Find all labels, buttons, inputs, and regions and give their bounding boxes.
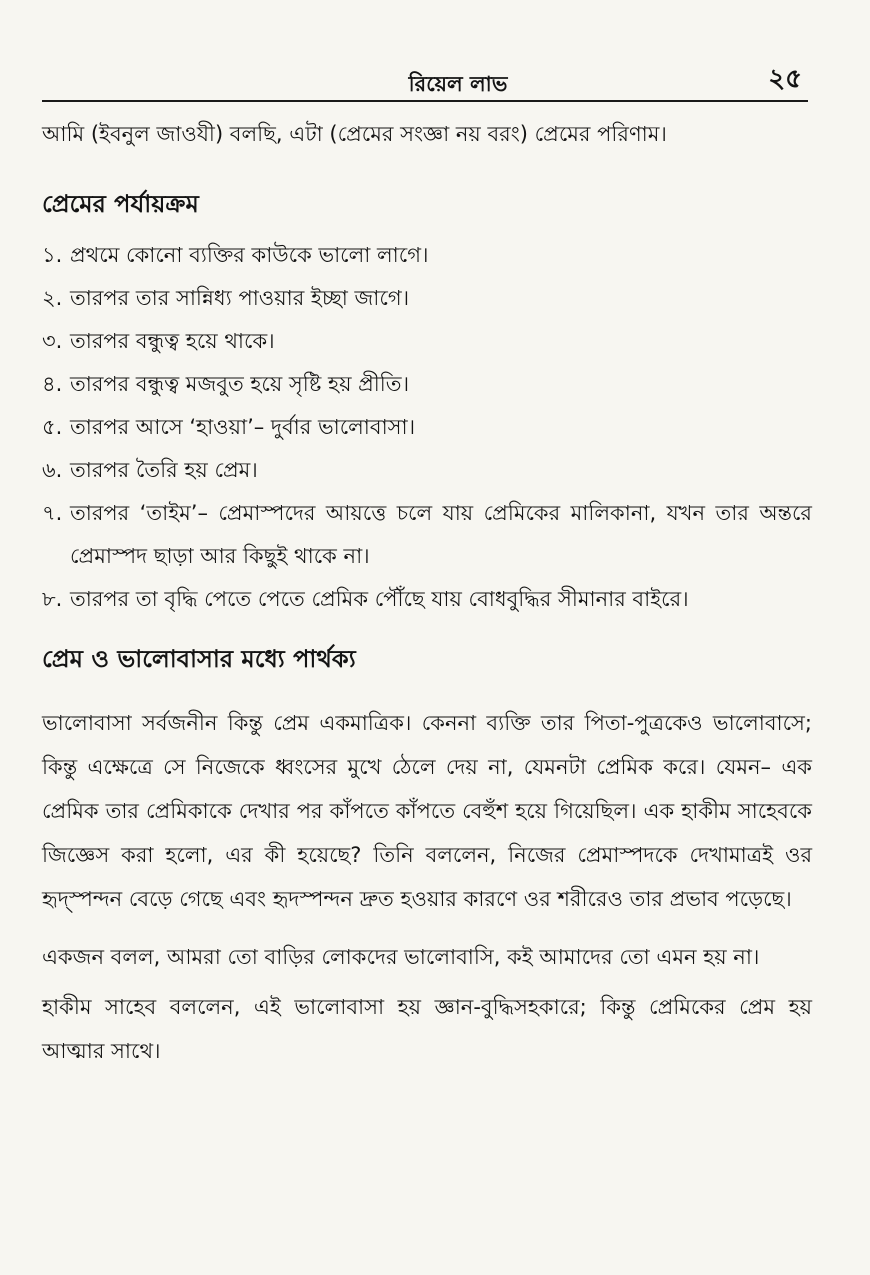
list-item-number: ২. — [42, 286, 63, 310]
list-item — [42, 578, 812, 621]
list-item — [42, 277, 812, 320]
running-header — [38, 58, 808, 102]
page-number: ২৫ — [768, 64, 802, 94]
running-title: রিয়েল লাভ — [408, 72, 508, 96]
list-item-number: ৪. — [42, 372, 63, 396]
body-paragraph: হাকীম সাহেব বললেন, এই ভালোবাসা হয় জ্ঞান-বুদ্ধিসহকারে; কিন্তু প্রেমিকের প্রেম হয় আত্মার সাথে। — [42, 995, 812, 1063]
list-item-text: প্রথমে কোনো ব্যক্তির কাউকে ভালো লাগে। — [70, 243, 429, 267]
section-heading-difference: প্রেম ও ভালোবাসার মধ্যে পার্থক্য — [42, 645, 356, 673]
list-item — [42, 449, 812, 492]
list-item-number: ১. — [42, 243, 63, 267]
list-item — [42, 320, 812, 363]
list-item-text: তারপর তার সান্নিধ্য পাওয়ার ইচ্ছা জাগে। — [70, 286, 410, 310]
page-content — [42, 112, 812, 1073]
list-item — [42, 234, 812, 277]
body-paragraph: একজন বলল, আমরা তো বাড়ির লোকদের ভালোবাসি, কই আমাদের তো এমন হয় না। — [42, 945, 760, 969]
list-item-number: ৬. — [42, 458, 63, 482]
stages-list — [42, 234, 812, 621]
list-item-text: তারপর তৈরি হয় প্রেম। — [70, 458, 258, 482]
list-item-text: তারপর বন্ধুত্ব হয়ে থাকে। — [70, 329, 275, 353]
list-item-number: ৫. — [42, 415, 63, 439]
body-paragraph: ভালোবাসা সর্বজনীন কিন্তু প্রেম একমাত্রিক। কেননা ব্যক্তি তার পিতা-পুত্রকেও ভালোবাসে; কিন্তু এক্ষেত্রে সে নিজেকে ধ্বংসের মুখে ঠেলে দেয় না, যেমনটা প্রেমিক করে। যেমন– এক প্রেমিক তার প্রেমিকাকে দেখার পর কাঁপতে কাঁপতে বেহুঁশ হয়ে গিয়েছিল। এক হাকীম সাহেবকে জিজ্ঞেস করা হলো, এর কী হয়েছে? তিনি বললেন, নিজের প্রেমাস্পদকে দেখামাত্রই ওর হৃদ্‌স্পন্দন বেড়ে গেছে এবং হৃদস্পন্দন দ্রুত হওয়ার কারণে ওর শরীরেও তার প্রভাব পড়েছে। — [42, 711, 812, 911]
header-rule — [42, 100, 808, 102]
intro-paragraph: আমি (ইবনুল জাওযী) বলছি, এটা (প্রেমের সংজ্ঞা নয় বরং) প্রেমের পরিণাম। — [42, 122, 667, 146]
list-item — [42, 363, 812, 406]
list-item-number: ৮. — [42, 587, 63, 611]
list-item-text: তারপর ‘তাইম’– প্রেমাস্পদের আয়ত্তে চলে যায় প্রেমিকের মালিকানা, যখন তার অন্তরে প্রেমাস্পদ ছাড়া আর কিছুই থাকে না। — [70, 501, 812, 568]
list-item-number: ৭. — [42, 501, 63, 525]
list-item — [42, 492, 812, 578]
section-heading-stages: প্রেমের পর্যায়ক্রম — [42, 190, 199, 218]
list-item-number: ৩. — [42, 329, 63, 353]
list-item-text: তারপর আসে ‘হাওয়া’– দুর্বার ভালোবাসা। — [70, 415, 416, 439]
list-item-text: তারপর তা বৃদ্ধি পেতে পেতে প্রেমিক পৌঁছে যায় বোধবুদ্ধির সীমানার বাইরে। — [70, 587, 689, 611]
list-item — [42, 406, 812, 449]
list-item-text: তারপর বন্ধুত্ব মজবুত হয়ে সৃষ্টি হয় প্রীতি। — [70, 372, 410, 396]
